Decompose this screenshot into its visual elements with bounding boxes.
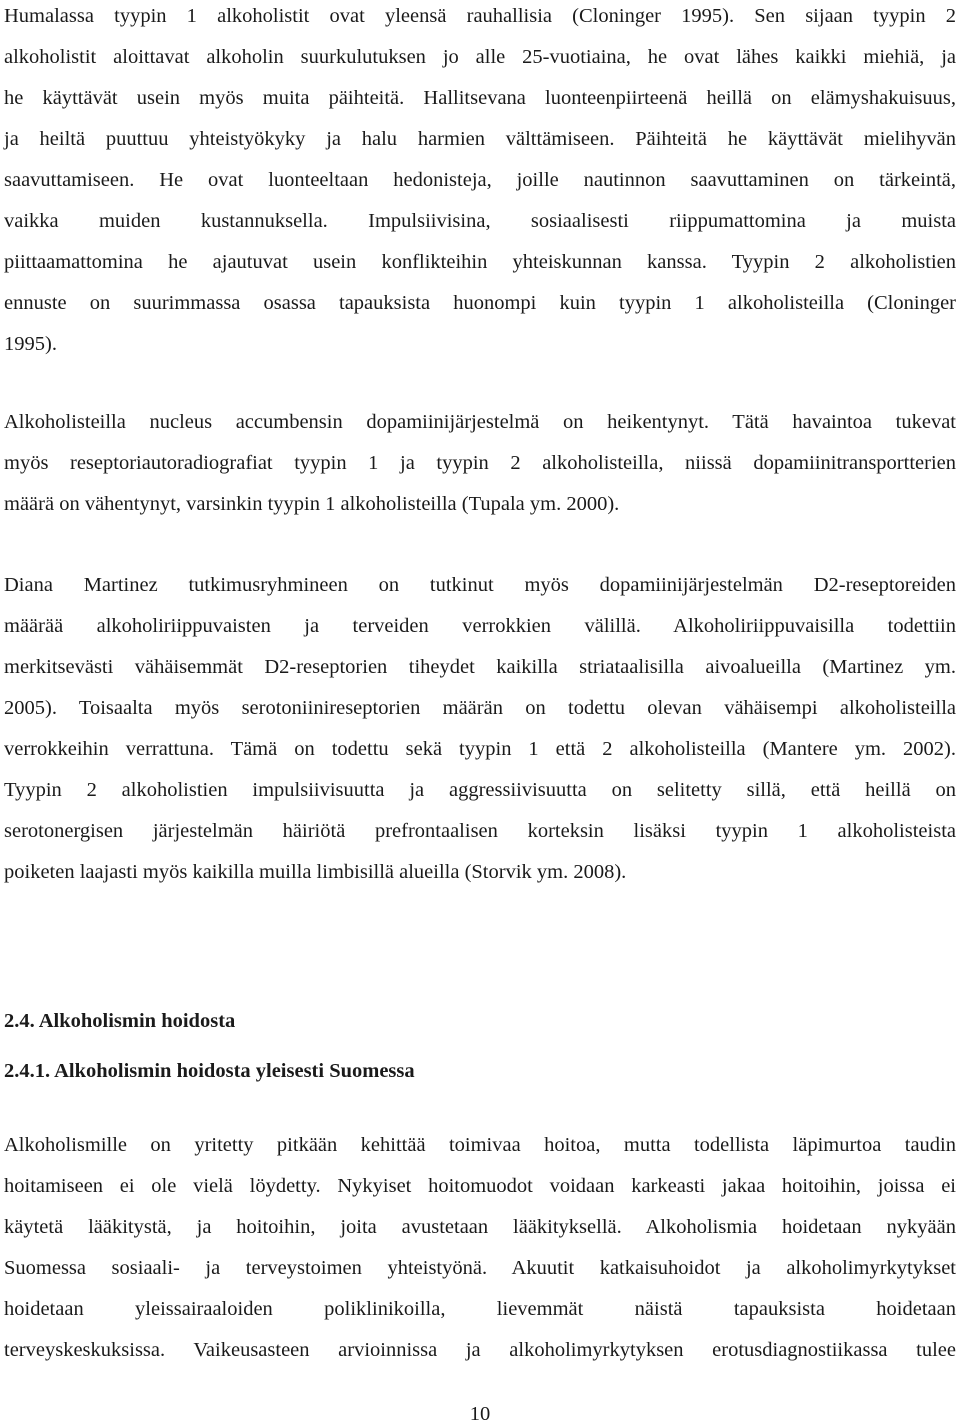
text-line: vaikka muiden kustannuksella. Impulsiivisina, sosiaalisesti riippumattomina ja muista xyxy=(4,210,956,232)
text-line: Suomessa sosiaali- ja terveystoimen yhteistyönä. Akuutit katkaisuhoidot ja alkoholimyrkytykset xyxy=(4,1257,956,1279)
text-line: piittaamattomina he ajautuvat usein konflikteihin yhteiskunnan kanssa. Tyypin 2 alkoholistien xyxy=(4,251,956,273)
text-line: saavuttamiseen. He ovat luonteeltaan hedonisteja, joille nautinnon saavuttaminen on tärkeintä, xyxy=(4,169,956,191)
paragraph-d2-receptors xyxy=(4,565,956,893)
text-line: käytetä lääkitystä, ja hoitoihin, joita avustetaan lääkityksellä. Alkoholismia hoidetaan nykyään xyxy=(4,1216,956,1238)
text-line: alkoholistit aloittavat alkoholin suurkulutuksen jo alle 25-vuotiaina, he ovat lähes kaikki miehiä, ja xyxy=(4,46,956,68)
paragraph-dopamine-system xyxy=(4,402,956,525)
text-line: hoitamiseen ei ole vielä löydetty. Nykyiset hoitomuodot voidaan karkeasti jakaa hoitoihin, joissa ei xyxy=(4,1175,956,1197)
text-line: Humalassa tyypin 1 alkoholistit ovat yleensä rauhallisia (Cloninger 1995). Sen sijaan tyypin 2 xyxy=(4,5,956,27)
text-line: merkitsevästi vähäisemmät D2-reseptorien tiheydet kaikilla striataalisilla aivoalueilla (Martinez ym. xyxy=(4,656,956,678)
text-line: poiketen laajasti myös kaikilla muilla limbisillä alueilla (Storvik ym. 2008). xyxy=(4,861,627,883)
text-line: serotonergisen järjestelmän häiriötä prefrontaalisen korteksin lisäksi tyypin 1 alkoholisteista xyxy=(4,820,956,842)
text-line: hoidetaan yleissairaaloiden poliklinikoilla, lievemmät näistä tapauksista hoidetaan xyxy=(4,1298,956,1320)
text-line: 1995). xyxy=(4,333,57,355)
text-line: he käyttävät usein myös muita päihteitä. Hallitsevana luonteenpiirteenä heillä on elämyshakuisuus, xyxy=(4,87,956,109)
text-line: ja heiltä puuttuu yhteistyökyky ja halu harmien välttämiseen. Päihteitä he käyttävät mielihyvän xyxy=(4,128,956,150)
page-number: 10 xyxy=(469,1403,491,1425)
text-line: verrokkeihin verrattuna. Tämä on todettu sekä tyypin 1 että 2 alkoholisteilla (Mantere ym. 2002). xyxy=(4,738,956,760)
text-line: Diana Martinez tutkimusryhmineen on tutkinut myös dopamiinijärjestelmän D2-reseptoreiden xyxy=(4,574,956,596)
paragraph-treatment-finland xyxy=(4,1125,956,1371)
subsection-heading: 2.4.1. Alkoholismin hoidosta yleisesti Suomessa xyxy=(4,1060,415,1082)
section-heading: 2.4. Alkoholismin hoidosta xyxy=(4,1010,236,1032)
text-line: Alkoholismille on yritetty pitkään kehittää toimivaa hoitoa, mutta todellista läpimurtoa taudin xyxy=(4,1134,956,1156)
text-line: määrää alkoholiriippuvaisten ja terveiden verrokkien välillä. Alkoholiriippuvaisilla todettiin xyxy=(4,615,956,637)
text-line: määrä on vähentynyt, varsinkin tyypin 1 alkoholisteilla (Tupala ym. 2000). xyxy=(4,493,620,515)
text-line: Tyypin 2 alkoholistien impulsiivisuutta ja aggressiivisuutta on selitetty sillä, että heillä on xyxy=(4,779,956,801)
text-line: Alkoholisteilla nucleus accumbensin dopamiinijärjestelmä on heikentynyt. Tätä havaintoa tukevat xyxy=(4,411,956,433)
text-line: terveyskeskuksissa. Vaikeusasteen arvioinnissa ja alkoholimyrkytyksen erotusdiagnostiikassa tulee xyxy=(4,1339,956,1361)
paragraph-alcoholist-types xyxy=(4,0,956,365)
text-line: myös reseptoriautoradiografiat tyypin 1 ja tyypin 2 alkoholisteilla, niissä dopamiinitransportterien xyxy=(4,452,956,474)
text-line: 2005). Toisaalta myös serotoniinireseptorien määrän on todettu olevan vähäisempi alkoholisteilla xyxy=(4,697,956,719)
text-line: ennuste on suurimmassa osassa tapauksista huonompi kuin tyypin 1 alkoholisteilla (Cloninger xyxy=(4,292,956,314)
